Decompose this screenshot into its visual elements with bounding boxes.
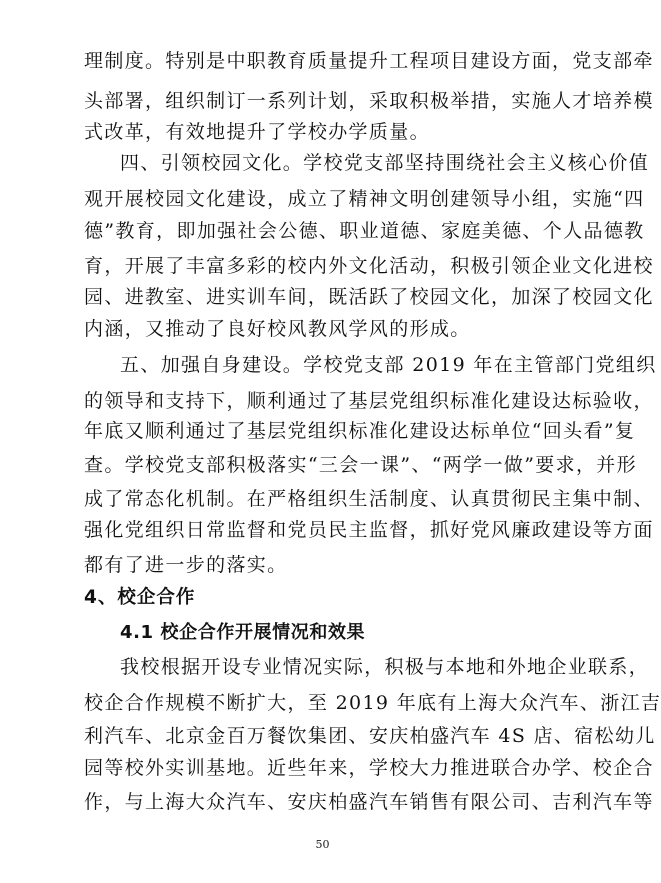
paragraph-line: 的领导和支持下，顺利通过了基层党组织标准化建设达标验收， [84,390,654,412]
paragraph-line: 理制度。特别是中职教育质量提升工程项目建设方面，党支部牵 [84,50,654,72]
paragraph-line: 年底又顺利通过了基层党组织标准化建设达标单位“回头看”复 [84,420,636,442]
paragraph-line: 查。学校党支部积极落实“三会一课”、“两学一做”要求，并形 [84,454,638,476]
subsection-heading: 4.1 校企合作开展情况和效果 [120,622,366,643]
paragraph-line: 园等校外实训基地。近些年来，学校大力推进联合办学、校企合 [84,757,654,779]
page-number: 50 [315,838,330,851]
paragraph-line: 观开展校园文化建设，成立了精神文明创建领导小组，实施“四 [84,188,645,210]
paragraph-line: 园、进教室、进实训车间，既活跃了校园文化，加深了校园文化 [84,286,654,308]
paragraph-line: 成了常态化机制。在严格组织生活制度、认真贯彻民主集中制、 [84,488,654,510]
paragraph-line: 育，开展了丰富多彩的校内外文化活动，积极引领企业文化进校 [84,255,654,277]
paragraph-line: 利汽车、北京金百万餐饮集团、安庆柏盛汽车 4S 店、宿松幼儿 [84,725,656,747]
paragraph-line: 校企合作规模不断扩大，至 2019 年底有上海大众汽车、浙江吉 [84,692,661,714]
paragraph-line: 德”教育，即加强社会公德、职业道德、家庭美德、个人品德教 [84,220,645,242]
paragraph-line: 都有了进一步的落实。 [84,554,288,576]
paragraph-line: 作，与上海大众汽车、安庆柏盛汽车销售有限公司、吉利汽车等 [84,791,654,813]
section-heading: 4、校企合作 [84,587,196,608]
paragraph-line: 五、加强自身建设。学校党支部 2019 年在主管部门党组织 [120,354,657,376]
paragraph-line: 头部署，组织制订一系列计划，采取积极举措，实施人才培养模 [84,90,654,112]
paragraph-line: 四、引领校园文化。学校党支部坚持围绕社会主义核心价值 [120,152,650,174]
paragraph-line: 强化党组织日常监督和党员民主监督，抓好党风廉政建设等方面 [84,519,654,541]
paragraph-line: 式改革，有效地提升了学校办学质量。 [84,121,430,143]
paragraph-line: 我校根据开设专业情况实际，积极与本地和外地企业联系， [120,656,650,678]
paragraph-line: 内涵，又推动了良好校风教风学风的形成。 [84,318,471,340]
